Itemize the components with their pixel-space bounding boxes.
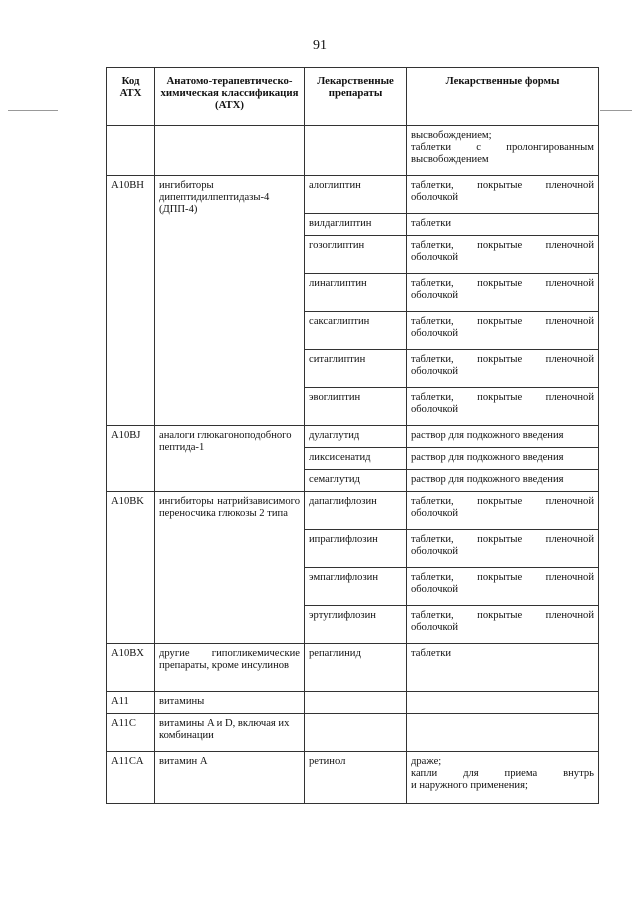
cell-drug — [305, 692, 407, 714]
cell-classification: витамин A — [155, 752, 305, 804]
cell-form: таблетки, покрытые пленочной оболочкой — [407, 236, 599, 274]
header-classification: Анатомо-терапевтическо-химическая классификация (АТХ) — [155, 68, 305, 126]
cell-form: таблетки, покрытые пленочной оболочкой — [407, 568, 599, 606]
cell-drug: ситаглиптин — [305, 350, 407, 388]
scan-mark-right — [600, 110, 632, 111]
table-row — [107, 644, 599, 692]
cell-code: A11C — [107, 714, 155, 752]
cell-form: таблетки — [407, 214, 599, 236]
table-row — [107, 714, 599, 752]
cell-drug: репаглинид — [305, 644, 407, 692]
cell-classification — [155, 126, 305, 176]
cell-form: таблетки — [407, 644, 599, 692]
cell-form: таблетки, покрытые пленочной оболочкой — [407, 388, 599, 426]
form-text: таблетки с пролонгированным высвобождением — [411, 142, 594, 165]
cell-form: раствор для подкожного введения — [407, 426, 599, 448]
cell-classification: ингибиторы натрийзависимого переносчика глюкозы 2 типа — [155, 492, 305, 644]
cell-form — [407, 714, 599, 752]
cell-drug: эртуглифлозин — [305, 606, 407, 644]
cell-classification: витамины — [155, 692, 305, 714]
table-header-row — [107, 68, 599, 126]
cell-form: таблетки, покрытые пленочной оболочкой — [407, 350, 599, 388]
cell-form — [407, 752, 599, 804]
form-text: драже; — [411, 756, 442, 767]
scan-mark-left — [8, 110, 58, 111]
cell-form — [407, 126, 599, 176]
cell-code — [107, 126, 155, 176]
cell-form: таблетки, покрытые пленочной оболочкой — [407, 312, 599, 350]
table-row — [107, 492, 599, 530]
cell-form: таблетки, покрытые пленочной оболочкой — [407, 530, 599, 568]
cell-drug: дапаглифлозин — [305, 492, 407, 530]
cell-form: таблетки, покрытые пленочной оболочкой — [407, 492, 599, 530]
cell-classification: витамины A и D, включая их комбинации — [155, 714, 305, 752]
cell-form: таблетки, покрытые пленочной оболочкой — [407, 274, 599, 312]
form-text: и наружного применения; — [411, 780, 528, 791]
form-text: высвобождением; — [411, 130, 492, 141]
cell-drug: ретинол — [305, 752, 407, 804]
table-row — [107, 126, 599, 176]
table-row — [107, 426, 599, 448]
header-code: Код АТХ — [107, 68, 155, 126]
cell-code: A11 — [107, 692, 155, 714]
cell-classification: другие гипогликемические препараты, кроме инсулинов — [155, 644, 305, 692]
cell-code: A11CA — [107, 752, 155, 804]
cell-code: A10BJ — [107, 426, 155, 492]
cell-form: таблетки, покрытые пленочной оболочкой — [407, 606, 599, 644]
cell-classification: ингибиторы дипептидилпептидазы-4 (ДПП-4) — [155, 176, 305, 426]
form-text: капли для приема внутрь — [411, 768, 594, 779]
cell-code: A10BH — [107, 176, 155, 426]
cell-drug: ликсисенатид — [305, 448, 407, 470]
cell-drug: вилдаглиптин — [305, 214, 407, 236]
header-drugs: Лекарственные препараты — [305, 68, 407, 126]
table-row — [107, 752, 599, 804]
cell-drug: саксаглиптин — [305, 312, 407, 350]
header-forms: Лекарственные формы — [407, 68, 599, 126]
cell-code: A10BK — [107, 492, 155, 644]
cell-drug: семаглутид — [305, 470, 407, 492]
cell-drug: дулаглутид — [305, 426, 407, 448]
cell-drug: эвоглиптин — [305, 388, 407, 426]
cell-code: A10BX — [107, 644, 155, 692]
cell-drug: линаглиптин — [305, 274, 407, 312]
cell-drug: алоглиптин — [305, 176, 407, 214]
cell-form: раствор для подкожного введения — [407, 448, 599, 470]
page-number: 91 — [313, 38, 327, 53]
cell-drug: эмпаглифлозин — [305, 568, 407, 606]
cell-form: раствор для подкожного введения — [407, 470, 599, 492]
cell-drug — [305, 126, 407, 176]
cell-form: таблетки, покрытые пленочной оболочкой — [407, 176, 599, 214]
cell-drug: гозоглиптин — [305, 236, 407, 274]
cell-drug: ипраглифлозин — [305, 530, 407, 568]
cell-drug — [305, 714, 407, 752]
atx-table — [106, 67, 599, 804]
cell-form — [407, 692, 599, 714]
cell-classification: аналоги глюкагоноподобного пептида-1 — [155, 426, 305, 492]
table-row — [107, 692, 599, 714]
table-row — [107, 176, 599, 214]
